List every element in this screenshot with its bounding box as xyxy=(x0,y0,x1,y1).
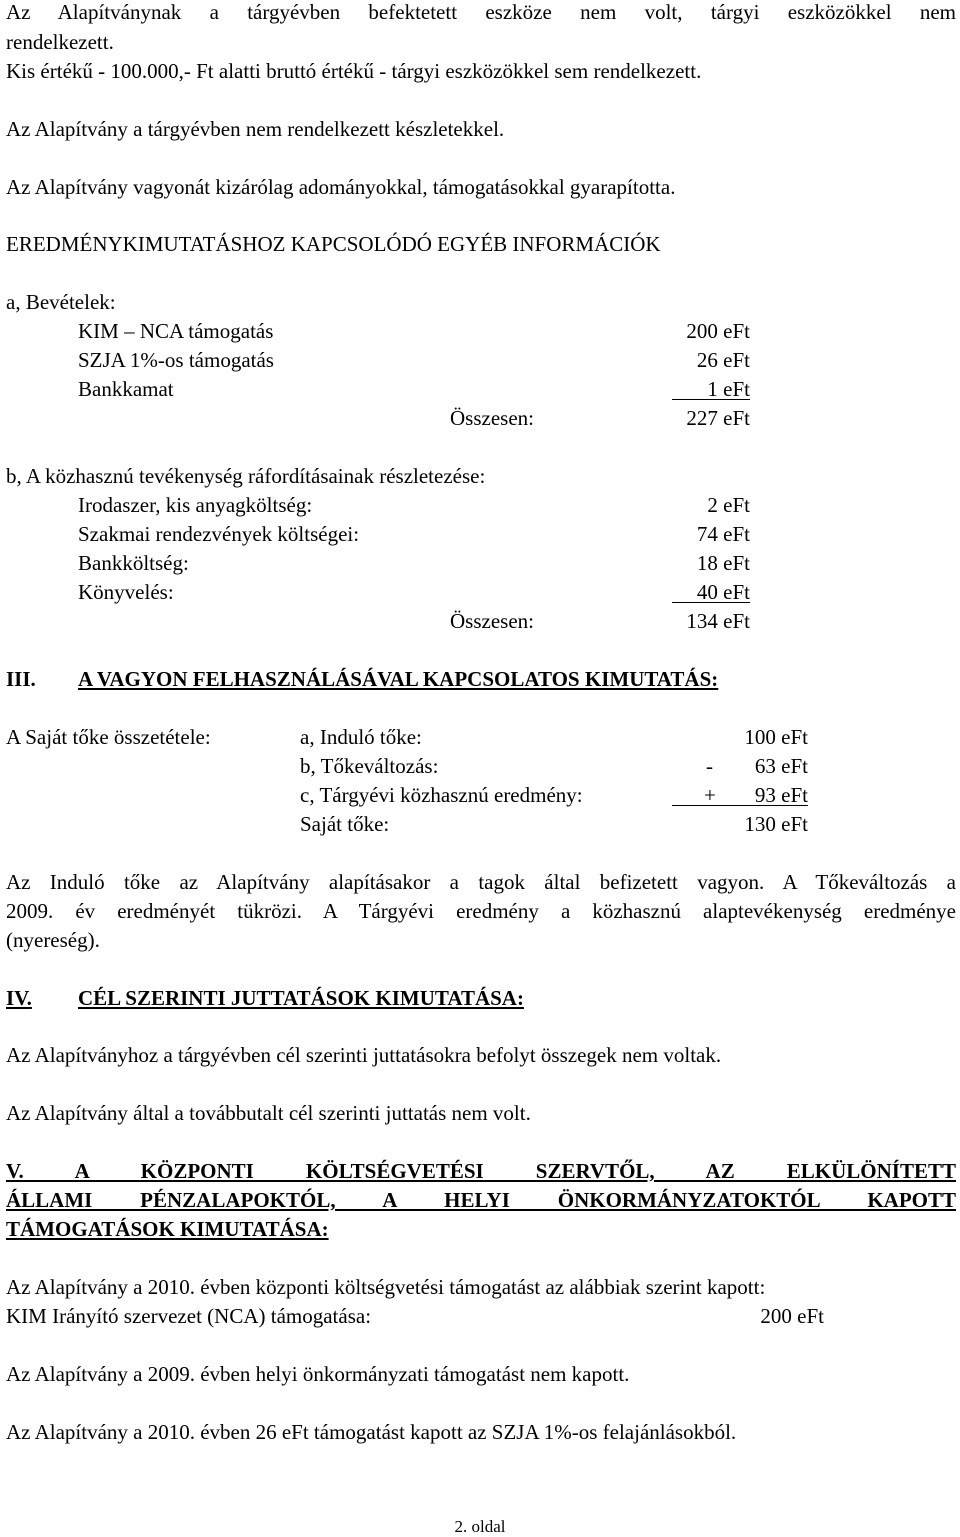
expense-item-amount: 18 eFt xyxy=(696,551,750,575)
section-4-paragraph: Az Alapítványhoz a tárgyévben cél szerinti juttatásokra befolyt összegek nem voltak. xyxy=(6,1043,722,1067)
section-5-title-line: TÁMOGATÁSOK KIMUTATÁSA: xyxy=(6,1217,329,1241)
assets-paragraph: Az Alapítvány vagyonát kizárólag adományokkal, támogatásokkal gyarapította. xyxy=(6,175,676,199)
section-4-paragraph: Az Alapítvány által a továbbutalt cél szerinti juttatás nem volt. xyxy=(6,1101,531,1125)
section-5-paragraph: Az Alapítvány a 2010. évben központi költségvetési támogatást az alábbiak szerint kapott: xyxy=(6,1275,766,1299)
equity-label: A Saját tőke összetétele: xyxy=(6,725,211,749)
revenue-total-label: Összesen: xyxy=(450,406,534,430)
inventory-paragraph: Az Alapítvány a tárgyévben nem rendelkezett készletekkel. xyxy=(6,117,505,141)
expense-item-amount: 40 eFt xyxy=(696,580,750,604)
revenue-item-label: Bankkamat xyxy=(78,377,174,401)
section-5-paragraph: Az Alapítvány a 2010. évben 26 eFt támogatást kapott az SZJA 1%-os felajánlásokból. xyxy=(6,1420,737,1444)
expenses-total-amount: 134 eFt xyxy=(686,609,750,633)
revenue-title: a, Bevételek: xyxy=(6,290,116,314)
equity-row-amount: 100 eFt xyxy=(744,725,808,749)
equity-row-sign: - xyxy=(706,754,713,778)
expenses-total-label: Összesen: xyxy=(450,609,534,633)
revenue-item-amount: 200 eFt xyxy=(686,319,750,343)
equity-paragraph-line: 2009. év eredményét tükrözi. A Tárgyévi eredmény a közhasznú alaptevékenység eredménye xyxy=(6,899,956,923)
page-number: 2. oldal xyxy=(454,1517,506,1536)
section-3-title: A VAGYON FELHASZNÁLÁSÁVAL KAPCSOLATOS KIMUTATÁS: xyxy=(78,667,719,691)
equity-row-label: b, Tőkeváltozás: xyxy=(300,754,439,778)
equity-row-label: Saját tőke: xyxy=(300,812,390,836)
revenue-total-amount: 227 eFt xyxy=(686,406,750,430)
equity-row-amount: 130 eFt xyxy=(744,812,808,836)
section-5-paragraph: Az Alapítvány a 2009. évben helyi önkormányzati támogatást nem kapott. xyxy=(6,1362,630,1386)
expense-item-label: Könyvelés: xyxy=(78,580,174,604)
equity-row-sign: + xyxy=(704,783,716,807)
kim-support-amount: 200 eFt xyxy=(760,1304,824,1328)
subtotal-rule xyxy=(672,602,750,603)
section-4-number: IV. xyxy=(6,986,32,1010)
section-5-title-line: V. A KÖZPONTI KÖLTSÉGVETÉSI SZERVTŐL, AZ ELKÜLÖNÍTETT xyxy=(6,1159,956,1183)
revenue-item-label: KIM – NCA támogatás xyxy=(78,319,274,343)
section-3-number: III. xyxy=(6,667,36,691)
equity-paragraph-line: (nyereség). xyxy=(6,928,100,952)
section-5-title-line: ÁLLAMI PÉNZALAPOKTÓL, A HELYI ÖNKORMÁNYZATOKTÓL KAPOTT xyxy=(6,1188,956,1212)
kim-support-label: KIM Irányító szervezet (NCA) támogatása: xyxy=(6,1304,372,1328)
equity-row-amount: 93 eFt xyxy=(754,783,808,807)
intro-line-3: Kis értékű - 100.000,- Ft alatti bruttó értékű - tárgyi eszközökkel sem rendelkezett. xyxy=(6,59,702,83)
equity-row-amount: 63 eFt xyxy=(754,754,808,778)
subtotal-rule xyxy=(672,805,808,806)
expense-item-label: Irodaszer, kis anyagköltség: xyxy=(78,493,313,517)
revenue-item-label: SZJA 1%-os támogatás xyxy=(78,348,274,372)
subtotal-rule xyxy=(672,399,750,400)
income-info-heading: EREDMÉNYKIMUTATÁSHOZ KAPCSOLÓDÓ EGYÉB INFORMÁCIÓK xyxy=(6,232,661,256)
intro-line-1: Az Alapítványnak a tárgyévben befektetett eszköze nem volt, tárgyi eszközökkel nem xyxy=(6,0,956,24)
equity-row-label: a, Induló tőke: xyxy=(300,725,422,749)
intro-line-2: rendelkezett. xyxy=(6,30,114,54)
expense-item-label: Szakmai rendezvények költségei: xyxy=(78,522,360,546)
expense-item-amount: 74 eFt xyxy=(696,522,750,546)
equity-row-label: c, Tárgyévi közhasznú eredmény: xyxy=(300,783,583,807)
revenue-item-amount: 1 eFt xyxy=(707,377,750,401)
revenue-item-amount: 26 eFt xyxy=(696,348,750,372)
section-4-title: CÉL SZERINTI JUTTATÁSOK KIMUTATÁSA: xyxy=(78,986,524,1010)
expense-item-amount: 2 eFt xyxy=(707,493,750,517)
expenses-title: b, A közhasznú tevékenység ráfordításainak részletezése: xyxy=(6,464,486,488)
equity-paragraph-line: Az Induló tőke az Alapítvány alapításakor a tagok által befizetett vagyon. A Tőkeváltozás a xyxy=(6,870,956,894)
expense-item-label: Bankköltség: xyxy=(78,551,189,575)
